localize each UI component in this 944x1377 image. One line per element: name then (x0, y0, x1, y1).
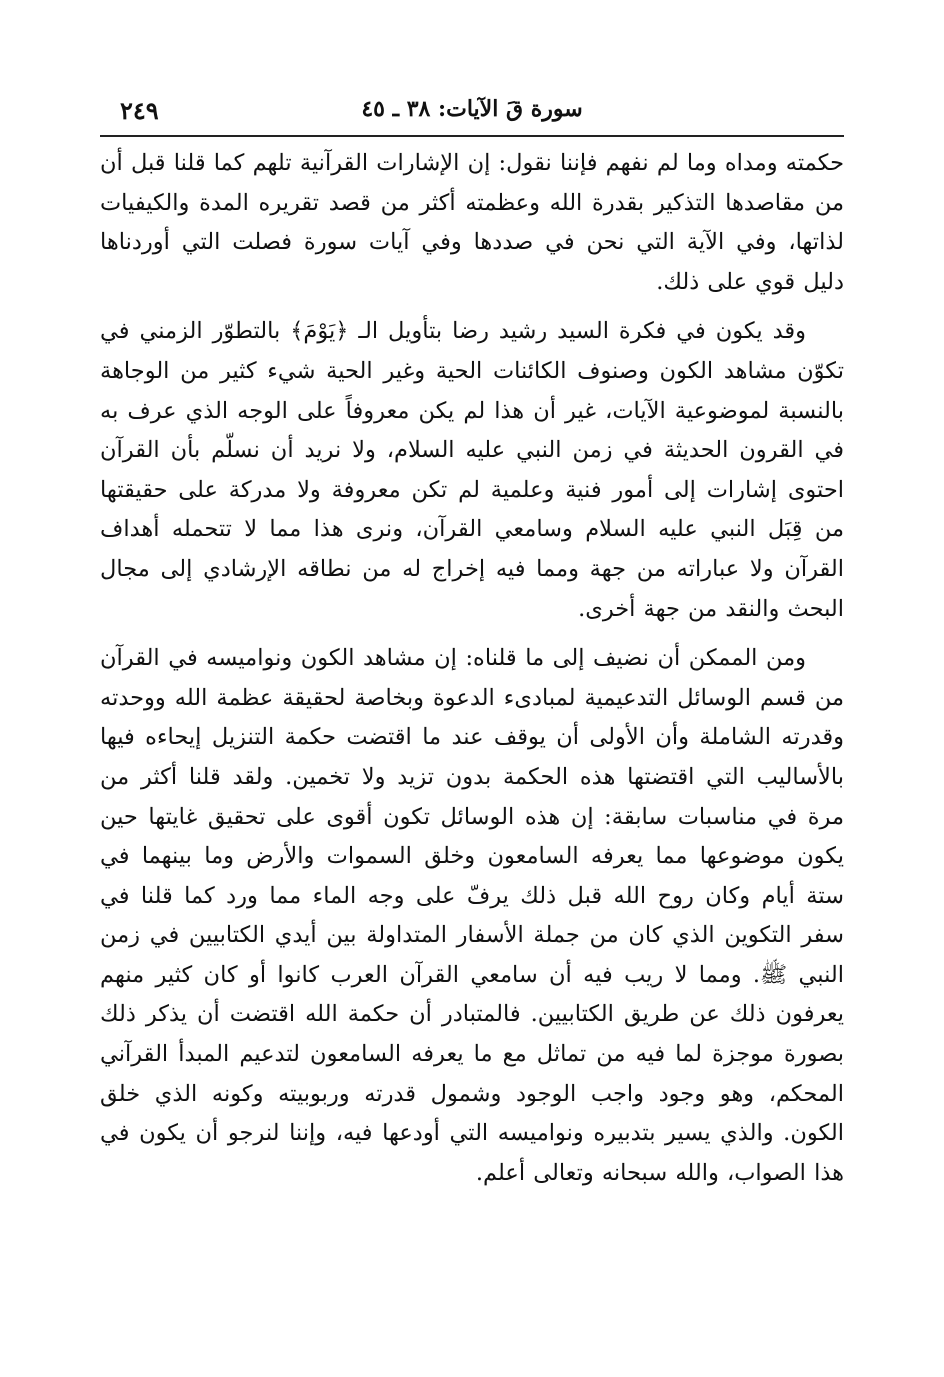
page-number: ٢٤٩ (120, 96, 159, 125)
paragraph-1: حكمته ومداه وما لم نفهم فإننا نقول: إن الإشارات القرآنية تلهم كما قلنا قبل أن من مقاصدها التذكير بقدرة الله وعظمته أكثر من قصد تقريره المدة والكيفيات لذاتها، وفي الآية التي نحن في صددها وفي آيات سورة فصلت التي أوردناها دليل قوي على ذلك. (100, 150, 844, 295)
paragraph-gap (100, 629, 844, 639)
paragraph-3: ومن الممكن أن نضيف إلى ما قلناه: إن مشاهد الكون ونواميسه في القرآن من قسم الوسائل التدعيمية لمبادىء الدعوة وبخاصة لحقيقة عظمة الله ووحدته وقدرته الشاملة وأن الأولى أن يوقف عند ما اقتضت حكمة التنزيل إيحاءه فيها بالأساليب التي اقتضتها هذه الحكمة بدون تزيد ولا تخمين. ولقد قلنا أكثر من مرة في مناسبات سابقة: إن هذه الوسائل تكون أقوى على تحقيق غايتها حين يكون موضوعها مما يعرفه السامعون وخلق السموات والأرض وما بينهما في ستة أيام وكان روح الله قبل ذلك يرفّ على وجه الماء مما ورد كما قلنا في سفر التكوين الذي كان من جملة الأسفار المتداولة بين أيدي الكتابيين في زمن النبي ﷺ. ومما لا ريب فيه أن سامعي القرآن العرب كانوا أو كان كثير منهم يعرفون ذلك عن طريق الكتابيين. فالمتبادر أن حكمة الله اقتضت أن يذكر ذلك بصورة موجزة لما فيه من تماثل مع ما يعرفه السامعون لتدعيم المبدأ القرآني المحكم، وهو وجود واجب الوجود وشمول قدرته وربوبيته وكونه الذي خلق الكون. والذي يسير بتدبيره ونواميسه التي أودعها فيه، وإننا لنرجو أن يكون في هذا الصواب، والله سبحانه وتعالى أعلم. (100, 645, 844, 1186)
header-rule (100, 135, 844, 137)
chapter-title: سورة قَ الآيات: ٣٨ ـ ٤٥ (361, 96, 583, 122)
main-text (100, 144, 844, 1193)
running-header (100, 92, 844, 136)
paragraph-gap (100, 302, 844, 312)
paragraph-2: وقد يكون في فكرة السيد رشيد رضا بتأويل الـ ﴿يَوْمَ﴾ بالتطوّر الزمني في تكوّن مشاهد الكون وصنوف الكائنات الحية وغير الحية شيء كثير من الوجاهة بالنسبة لموضوعية الآيات، غير أن هذا لم يكن معروفاً على الوجه الذي عرف به في القرون الحديثة في زمن النبي عليه السلام، ولا نريد أن نسلّم بأن القرآن احتوى إشارات إلى أمور فنية وعلمية لم تكن معروفة ولا مدركة على حقيقتها من قِبَل النبي عليه السلام وسامعي القرآن، ونرى هذا مما لا تتحمله أهداف القرآن ولا عباراته من جهة ومما فيه إخراج له من نطاقه الإرشادي إلى مجال البحث والنقد من جهة أخرى. (100, 318, 844, 622)
